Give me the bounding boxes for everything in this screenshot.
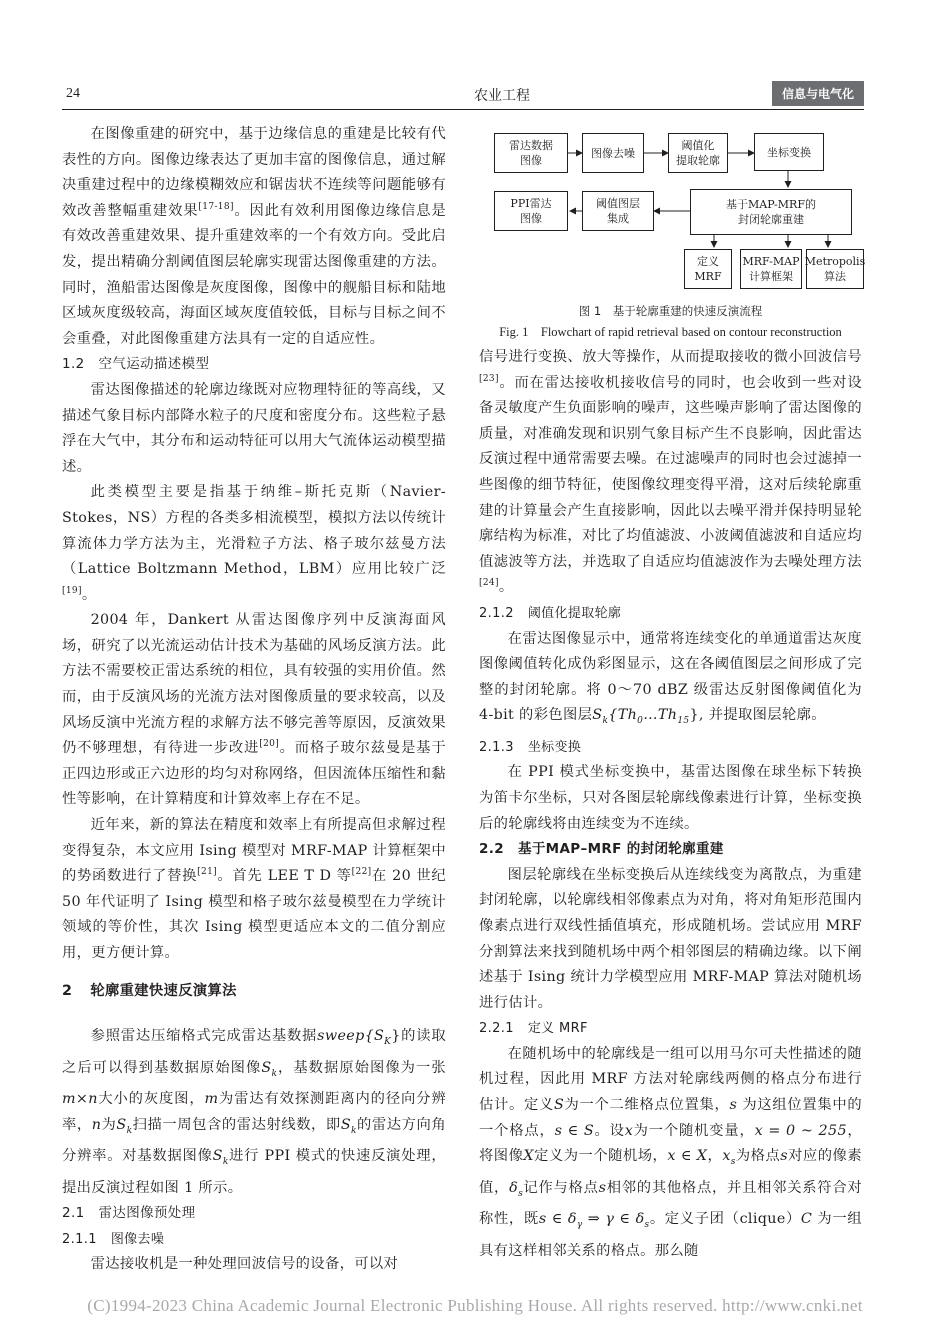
paragraph: 在雷达图像显示中，通常将连续变化的单通道雷达灰度图像阈值转化成伪彩图显示，这在各阈值图层之间形成了完整的封闭轮廓。将 0～70 dBZ 级雷达反射图像阈值化为 4-bit 的彩色图层$S_k\{Th_0\dots Th_{15}\}$, 并提取图层轮廓。 <box>479 630 862 727</box>
copyright-footer: (C)1994-2023 China Academic Journal Electronic Publishing House. All rights reserved. http://www.cnki.net <box>87 1296 863 1315</box>
heading-2-1-1: 2.1.1 图像去噪 <box>62 1231 165 1247</box>
box-define-mrf: 定义 MRF <box>684 249 732 289</box>
right-column <box>479 345 862 1264</box>
paragraph: 雷达图像描述的轮廓边缘既对应物理特征的等高线，又描述气象目标内部降水粒子的尺度和密度分布。这些粒子悬浮在大气中，其分布和运动特征可以用大气流体运动模型描述。 <box>62 381 446 475</box>
paragraph: 在图像重建的研究中，基于边缘信息的重建是比较有代表性的方向。图像边缘表达了更加丰富的图像信息，通过解决重建过程中的边缘模糊效应和锯齿状不连续等问题能够有效改善整幅重建效果[17-18]。因此有效利用图像边缘信息是有效改善重建效果、提升重建效率的一个有效方向。受此启发，提出精确分割阈值图层轮廓实现雷达图像重建的方法。同时，渔船雷达图像是灰度图像，图像中的舰船目标和陆地区域灰度级较高，海面区域灰度值较低，目标与目标之间不会重叠，对此图像重建方法具有一定的自适应性。 <box>62 126 446 347</box>
box-threshold: 阈值化 提取轮廓 <box>668 133 728 173</box>
heading-1-2: 1.2 空气运动描述模型 <box>62 356 210 373</box>
heading-2-2-1: 2.2.1 定义 MRF <box>479 1021 588 1037</box>
section-tag: 信息与电气化 <box>772 81 864 106</box>
box-metropolis: Metropolis 算法 <box>806 249 864 289</box>
paragraph: 参照雷达压缩格式完成雷达基数据$sweep\{S_K\}$的读取之后可以得到基数据原始图像$S_k$，基数据原始图像为一张m×n大小的灰度图，m为雷达有效探测距离内的径向分辨率，n为$S_k$扫描一周包含的雷达射线数，即$S_k$的雷达方向角分辨率。对基数据图像$S_k$进行 PPI 模式的快速反演处理，提出反演过程如图 1 所示。 <box>62 1028 447 1196</box>
header-rule <box>62 109 864 110</box>
paragraph: 在 PPI 模式坐标变换中，基雷达图像在球坐标下转换为笛卡尔坐标，只对各图层轮廓线像素进行计算，坐标变换后的轮廓线将由连续变为不连续。 <box>479 764 862 832</box>
paragraph: 此类模型主要是指基于纳维–斯托克斯（Navier-Stokes，NS）方程的各类多相流模型，模拟方法以传统计算流体力学方法为主，光滑粒子方法、格子玻尔兹曼方法（Lattice Boltzmann Method，LBM）应用比较广泛[19]。 <box>62 484 446 603</box>
box-coord: 坐标变换 <box>754 133 824 171</box>
paragraph: 在随机场中的轮廓线是一组可以用马尔可夫性描述的随机过程，因此用 MRF 方法对轮廓线两侧的格点分布进行估计。定义S为一个二维格点位置集，s 为这组位置集中的一个格点，s ∈ S。设x为一个随机变量，x = 0 ~ 255，将图像X定义为一个随机场，x ∈ X，$x_s$为格点s对应的像素值，$\delta_s$记作与格点s相邻的其他格点，并且相邻关系符合对称性，既s ∈ $\delta_\gamma$ ⇒ γ ∈ $\delta_s$。定义子团（clique）C 为一组具有这样相邻关系的格点。那么随 <box>479 1045 863 1259</box>
journal-name: 农业工程 <box>474 88 530 104</box>
box-map-mrf: 基于MAP-MRF的 封闭轮廓重建 <box>690 189 852 235</box>
box-layer: 阈值图层 集成 <box>582 191 654 231</box>
box-ppi: PPI雷达 图像 <box>494 191 568 231</box>
figure-caption-cn: 图 1 基于轮廓重建的快速反演流程 <box>578 304 763 318</box>
heading-2-1-2: 2.1.2 阈值化提取轮廓 <box>479 605 622 621</box>
paragraph: 雷达接收机是一种处理回波信号的设备，可以对 <box>90 1256 399 1273</box>
box-denoise: 图像去噪 <box>582 133 644 173</box>
paragraph: 2004 年，Dankert 从雷达图像序列中反演海面风场，研究了以光流运动估计技术为基础的风场反演方法。此方法不需要校正雷达系统的相位，具有较强的实用价值。然而，由于反演风场的光流方法对图像质量的要求较高，以及风场反演中光流方程的求解方法不够完善等原因，反演效果仍不够理想，有待进一步改进[20]。而格子玻尔兹曼是基于正四边形或正六边形的均匀对称网络，但因流体压缩性和黏性等影响，在计算精度和计算效率上存在不足。 <box>62 612 446 808</box>
heading-2-1: 2.1 雷达图像预处理 <box>62 1205 196 1222</box>
heading-2-2: 2.2 基于MAP–MRF 的封闭轮廓重建 <box>479 841 724 858</box>
page-number: 24 <box>66 86 80 101</box>
paragraph: 信号进行变换、放大等操作，从而提取接收的微小回波信号[23]。而在雷达接收机接收信号的同时，也会收到一些对设备灵敏度产生负面影响的噪声，这些噪声影响了雷达图像的质量，对准确发现和识别气象目标产生不良影响，因此雷达反演过程中通常需要去噪。在过滤噪声的同时也会过滤掉一些图像的细节特征，使图像纹理变得平滑，这对后续轮廓重建的计算量会产生直接影响，因此以去噪平滑并保持明显轮廓结构为标准，对比了均值滤波、小波阈值滤波和自适应均值滤波等方法，并选取了自适应均值滤波作为去噪处理方法[24]。 <box>479 349 862 596</box>
flowchart-figure <box>492 131 866 299</box>
heading-2: 2 轮廓重建快速反演算法 <box>62 982 237 999</box>
left-column <box>62 122 446 1278</box>
box-radar-data: 雷达数据 图像 <box>494 133 568 173</box>
box-mrf-map: MRF-MAP 计算框架 <box>740 249 802 289</box>
heading-2-1-3: 2.1.3 坐标变换 <box>479 739 582 755</box>
figure-caption-en: Fig. 1 Flowchart of rapid retrieval based on contour reconstruction <box>499 325 842 339</box>
paragraph: 近年来，新的算法在精度和效率上有所提高但求解过程变得复杂，本文应用 Ising 模型对 MRF-MAP 计算框架中的势函数进行了替换[21]。首先 LEE T D 等[22]在 20 世纪 50 年代证明了 Ising 模型和格子玻尔兹曼模型在力学统计领域的等价性，其次 Ising 模型更适应本文的二值分割应用，更方便计算。 <box>62 817 447 961</box>
paragraph: 图层轮廓线在坐标变换后从连续线变为离散点，为重建封闭轮廓，以轮廓线相邻像素点为对角，将对角矩形范围内像素点进行双线性插值填充，形成随机场。尝试应用 MRF 分割算法来找到随机场中两个相邻图层的精确边缘。以下阐述基于 Ising 统计力学模型应用 MRF-MAP 算法对随机场进行估计。 <box>479 866 862 1011</box>
